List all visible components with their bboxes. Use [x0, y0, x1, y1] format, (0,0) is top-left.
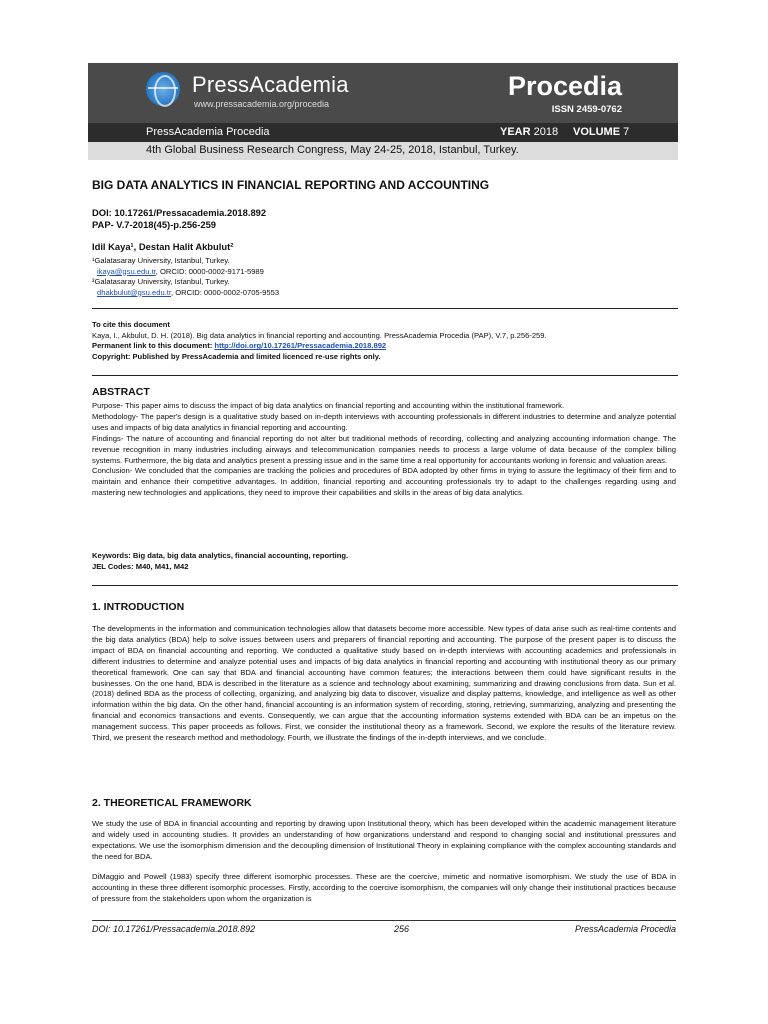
email-link-1[interactable]: ikaya@gsu.edu.tr — [97, 266, 156, 276]
doi: DOI: 10.17261/Pressacademia.2018.892 — [92, 207, 267, 218]
banner-congress-bar — [88, 142, 678, 160]
contact-2 — [92, 288, 279, 299]
brand-url: www.pressacademia.org/procedia — [194, 99, 330, 109]
footer-rule — [92, 920, 676, 921]
issn: ISSN 2459-0762 — [551, 104, 622, 115]
contact-1 — [92, 267, 279, 278]
cite-block — [92, 320, 676, 362]
year-label: YEAR — [500, 126, 531, 138]
journal-banner — [88, 63, 678, 160]
volume-value: 7 — [623, 126, 630, 138]
permalink-link[interactable]: http://doi.org/10.17261/Pressacademia.2018.892 — [214, 341, 387, 351]
divider-abstract-bottom — [92, 585, 678, 586]
journal-name: Procedia — [507, 71, 622, 101]
keywords-block — [92, 551, 348, 572]
permalink-line — [92, 341, 676, 352]
brand-name: PressAcademia — [192, 72, 349, 97]
abstract-methodology: Methodology- The paper's design is a qualitative study based on in-depth interviews with accounting professionals in different industries to determine and analyze potential uses and impacts of big data analytics in financial reporting and accounting. — [92, 411, 676, 432]
pap: PAP- V.7-2018(45)-p.256-259 — [92, 219, 217, 230]
year-value: 2018 — [533, 126, 559, 138]
authors: Idil Kaya¹, Destan Halit Akbulut² — [92, 241, 234, 252]
footer-doi: DOI: 10.17261/Pressacademia.2018.892 — [92, 924, 256, 934]
congress-text: 4th Global Business Research Congress, May 24-25, 2018, Istanbul, Turkey. — [146, 144, 519, 156]
permalink-label: Permanent link to this document: — [92, 341, 215, 351]
abstract-heading: ABSTRACT — [92, 386, 150, 398]
theory-heading: 2. THEORETICAL FRAMEWORK — [92, 797, 252, 809]
intro-heading: 1. INTRODUCTION — [92, 601, 185, 613]
divider-abstract-top — [92, 375, 678, 376]
series-name: PressAcademia Procedia — [146, 126, 270, 138]
theory-para-2: DiMaggio and Powell (1983) specify three different isomorphic processes. These are the coercive, mimetic and normative isomorphism. We study the use of BDA in accounting in these three different isomorphic processes. Firstly, according to the coercive isomorphism, the companies will only change their institutional practices because of pressure from the stakeholders upon whom the organization is — [92, 872, 676, 903]
affiliations — [92, 256, 279, 298]
footer-page-number: 256 — [394, 924, 410, 934]
abstract-findings: Findings- The nature of accounting and financial reporting do not alter but traditional methods of recording, collecting and analyzing accounting information change. The revenue recognition in many industries including airways and telecommunication companies needs to process a large volume of data because of the complex billing systems. Furthermore, the big data and analytics present a pressing issue and in the same time a real opportunity for accountants working in forensic and valuation areas. — [92, 433, 676, 465]
volume-label: VOLUME — [573, 126, 621, 138]
banner-top — [88, 63, 678, 123]
banner-series-bar — [88, 123, 678, 142]
abstract-purpose: Purpose- This paper aims to discuss the impact of big data analytics on financial reporting and accounting within the institutional framework. — [92, 401, 565, 410]
affiliation-1: ¹Galatasaray University, Istanbul, Turkey. — [92, 256, 230, 265]
abstract-body — [92, 401, 676, 499]
copyright: Copyright: Published by PressAcademia and limited licenced re-use rights only. — [92, 351, 381, 361]
abstract-conclusion: Conclusion- We concluded that the companies are tracking the policies and procedures of BDA adopted by other firms in trying to assure the legitimacy of their firm and to maintain and enhance their competitive advantages. In addition, financial reporting and accounting professionals try to adapt to the challenges regarding using and mastering new technologies and applications, they need to improve their capabilities and skills in the areas of big data analytics. — [92, 466, 676, 498]
theory-para-1: We study the use of BDA in financial accounting and reporting by drawing upon Institutional theory, which has been developed within the academic management literature and widely used in accounting studies. It provides an understanding of how organizations understand and respond to changing social and institutional pressures and expectations. We use the isomorphism dimension and the decoupling dimension of Institutional Theory in explaining compliance with the complex accounting standards and the need for BDA. — [92, 819, 676, 861]
intro-body: The developments in the information and communication technologies allow that datasets become more accessible. New types of data arise such as real-time contents and the big data analytics (BDA) help to solve issues between users and preparers of financial reporting and accounting. The purpose of the present paper is to discuss the impact of BDA on financial accounting and reporting. We conducted a qualitative study based on in-depth interviews with accounting academics and professionals in different industries to determine and analyze potential uses and impacts of big data analytics in financial reporting and accounting with institutional theory as our primary theoretical framework. One can say that BDA and financial accounting have common features; the interactions between them could have significant results in the businesses. On the one hand, BDA is described in the literature as a science and technology about examining, summarizing and drawing conclusions from data. Sun et al. (2018) defined BDA as the process of collecting, organizing, and analyzing big data to discover, visualize and display patterns, knowledge, and intelligence as well as other information within the big data. On the other hand, financial accounting is an information system of recording, storing, retrieving, summarizing, analyzing and presenting the financial and economics transactions and events. Consequently, we can argue that the accounting information systems extended with BDA can be an impetus on the management success. This paper proceeds as follows. First, we consider the institutional theory as a framework. Second, we explore the results of the literature review. Third, we present the research method and methodology. Fourth, we illustrate the findings of the in-depth interviews, and we conclude. — [92, 624, 676, 743]
cite-heading: To cite this document — [92, 320, 170, 329]
jel-codes: JEL Codes: M40, M41, M42 — [92, 561, 189, 571]
footer-journal: PressAcademia Procedia — [574, 924, 676, 934]
globe-logo-icon — [146, 72, 180, 106]
volume-info — [573, 126, 629, 138]
orcid-2: , ORCID: 0000-0002-0705-9553 — [171, 287, 280, 297]
keywords: Keywords: Big data, big data analytics, financial accounting, reporting. — [92, 551, 349, 560]
email-link-2[interactable]: dhakbulut@gsu.edu.tr — [97, 287, 171, 297]
year-info — [500, 126, 558, 138]
doi-block — [92, 207, 266, 231]
divider-top — [92, 308, 678, 309]
affiliation-2: ²Galatasaray University, Istanbul, Turkey. — [92, 277, 230, 287]
orcid-1: , ORCID: 0000-0002-9171-5989 — [155, 266, 264, 276]
article-title: BIG DATA ANALYTICS IN FINANCIAL REPORTING AND ACCOUNTING — [92, 178, 490, 192]
cite-text: Kaya, I., Akbulut, D. H. (2018). Big data analytics in financial reporting and accounting. PressAcademia Procedia (PAP), V.7, p.256-259. — [92, 330, 547, 340]
